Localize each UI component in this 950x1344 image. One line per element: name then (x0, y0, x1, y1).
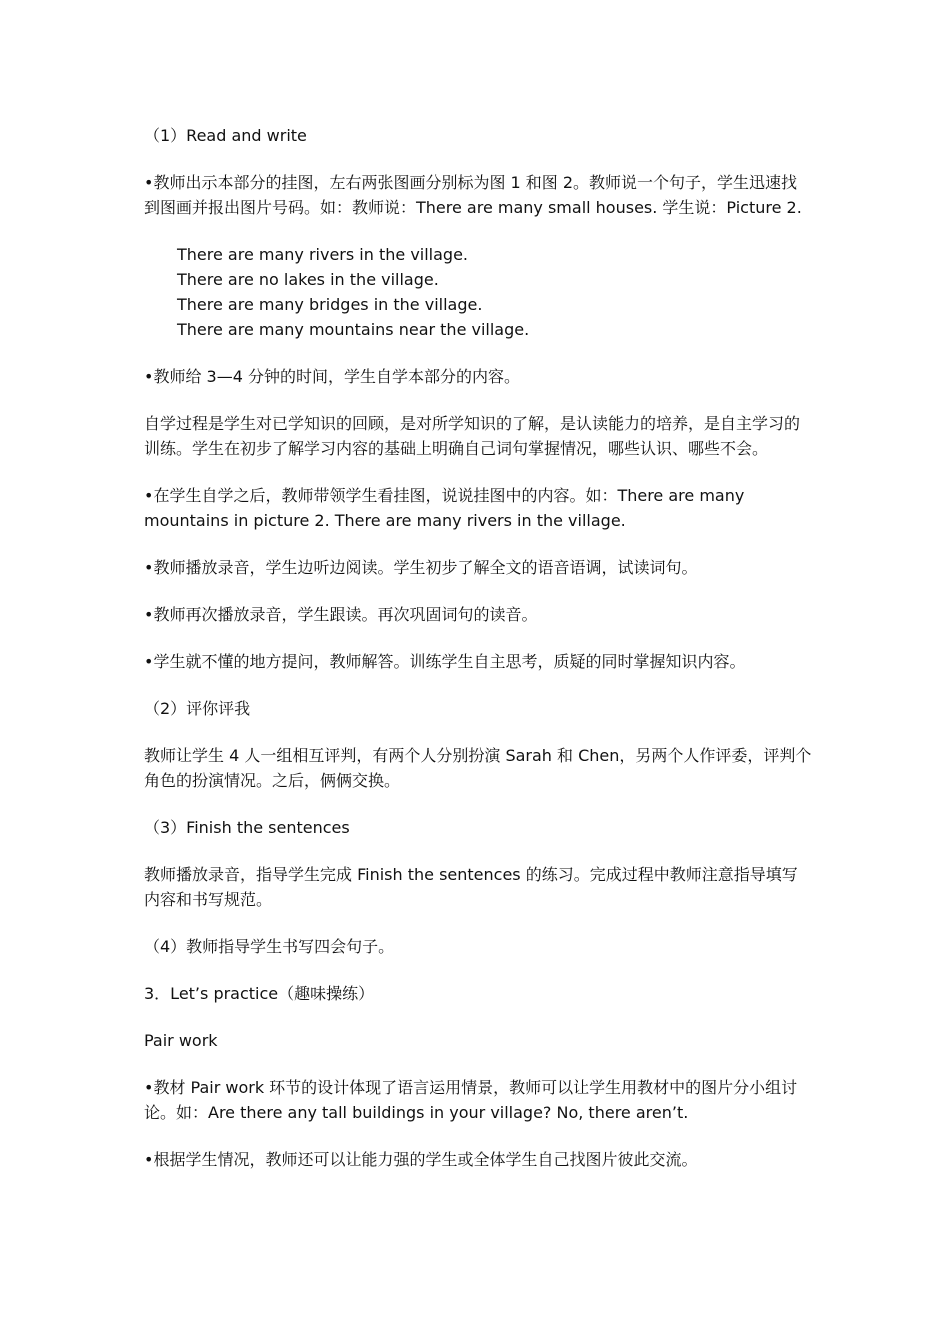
example-sentence: There are many mountains near the village. (177, 320, 530, 339)
paragraph-group-role-play: 教师让学生 4 人一组相互评判，有两个人分别扮演 Sarah 和 Chen，另两个人作评委，评判个角色的扮演情况。之后，俩俩交换。 (144, 746, 812, 790)
section-heading-writing-guidance: （4）教师指导学生书写四会句子。 (144, 937, 395, 956)
paragraph-self-study-process: 自学过程是学生对已学知识的回顾，是对所学知识的了解，是认读能力的培养，是自主学习的训练。学生在初步了解学习内容的基础上明确自己词句掌握情况，哪些认识、哪些不会。 (144, 414, 801, 458)
paragraph-pair-work-discussion: •教材 Pair work 环节的设计体现了语言运用情景，教师可以让学生用教材中的图片分小组讨论。如：Are there any tall buildings in your village? No, there aren’t. (144, 1078, 798, 1122)
section-heading-read-and-write: （1）Read and write (144, 126, 307, 145)
paragraph-play-recording: •教师播放录音，学生边听边阅读。学生初步了解全文的语音语调，试读词句。 (144, 558, 698, 577)
example-sentence: There are many rivers in the village. (177, 245, 469, 264)
paragraph-student-exchange: •根据学生情况，教师还可以让能力强的学生或全体学生自己找图片彼此交流。 (144, 1150, 698, 1169)
subheading-pair-work: Pair work (144, 1031, 218, 1050)
paragraph-self-study-time: •教师给 3—4 分钟的时间，学生自学本部分的内容。 (144, 367, 520, 386)
paragraph-finish-sentences-exercise: 教师播放录音，指导学生完成 Finish the sentences 的练习。完成过程中教师注意指导填写内容和书写规范。 (144, 865, 798, 909)
paragraph-questions: •学生就不懂的地方提问，教师解答。训练学生自主思考，质疑的同时掌握知识内容。 (144, 652, 746, 671)
section-heading-finish-sentences: （3）Finish the sentences (144, 818, 350, 837)
paragraph-replay-recording: •教师再次播放录音，学生跟读。再次巩固词句的读音。 (144, 605, 538, 624)
example-sentence: There are many bridges in the village. (177, 295, 483, 314)
section-heading-peer-review: （2）评你评我 (144, 699, 251, 718)
example-sentences (177, 242, 812, 342)
paragraph-discuss-wall-picture: •在学生自学之后，教师带领学生看挂图，说说挂图中的内容。如：There are many mountains in picture 2. There are many rivers in the village. (144, 486, 745, 530)
example-sentence: There are no lakes in the village. (177, 270, 439, 289)
document-page (144, 123, 812, 1194)
section-heading-lets-practice: 3．Let’s practice（趣味操练） (144, 984, 375, 1003)
paragraph-wall-picture-activity: •教师出示本部分的挂图，左右两张图画分别标为图 1 和图 2。教师说一个句子，学生迅速找到图画并报出图片号码。如：教师说：There are many small houses. 学生说：Picture 2. (144, 173, 802, 217)
